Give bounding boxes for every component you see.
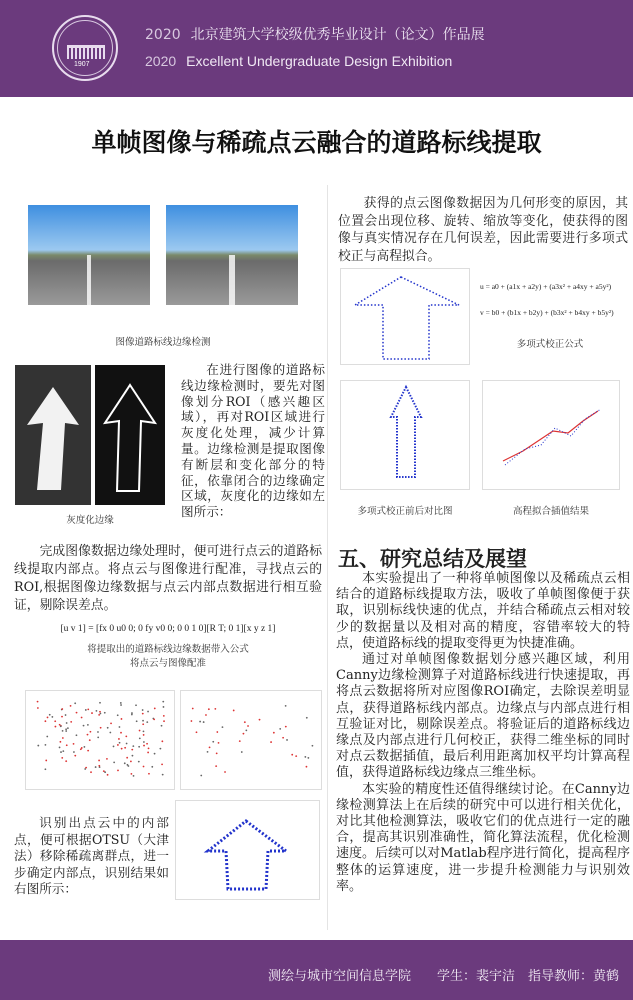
point [59, 724, 61, 726]
point [103, 770, 105, 772]
point [146, 743, 148, 745]
point [65, 728, 67, 730]
point [142, 709, 144, 711]
summary-block [336, 571, 630, 895]
point [147, 711, 149, 713]
page-title: 单帧图像与稀疏点云融合的道路标线提取 [91, 128, 542, 157]
point [59, 747, 61, 749]
gray-arrow-image [15, 365, 91, 505]
point [139, 730, 141, 732]
header-line2: 2020 Excellent Undergraduate Design Exhibition [145, 53, 453, 69]
point [90, 731, 92, 733]
point [87, 724, 89, 726]
point [120, 732, 122, 734]
point [143, 766, 145, 768]
point [74, 755, 76, 757]
point [119, 742, 121, 744]
pointcloud-plot-before [25, 690, 175, 790]
point [66, 744, 68, 746]
point [130, 773, 132, 775]
point [107, 774, 109, 776]
point [154, 708, 156, 710]
point [162, 701, 164, 703]
point [148, 747, 150, 749]
point [306, 766, 308, 768]
point [73, 751, 75, 753]
point [65, 730, 67, 732]
column-divider [327, 185, 328, 930]
point [61, 708, 63, 710]
point [151, 766, 153, 768]
point [37, 701, 39, 703]
point [126, 743, 128, 745]
point [85, 709, 87, 711]
point [307, 757, 309, 759]
point [61, 757, 63, 759]
point [83, 746, 85, 748]
point [46, 736, 48, 738]
caption-road: 图像道路标线边缘检测 [115, 337, 211, 348]
university-logo [52, 15, 118, 81]
point [222, 726, 224, 728]
point [117, 770, 119, 772]
logo-year: 1907 [74, 61, 90, 68]
point [61, 716, 63, 718]
paragraph-otsu: 识别出点云中的内部点，便可根据OTSU（大津法）移除稀疏离群点，进一步确定内部点，识别结果如右图所示： [14, 815, 169, 896]
point [100, 713, 102, 715]
point [70, 705, 72, 707]
point [127, 764, 129, 766]
formula-u: u = a0 + (a1x + a2y) + (a3x² + a4xy + a5y²) [480, 282, 612, 291]
point [163, 720, 165, 722]
point [304, 756, 306, 758]
road-image-edge [166, 205, 298, 305]
point [98, 714, 100, 716]
point [192, 708, 194, 710]
point [138, 746, 140, 748]
point [218, 742, 220, 744]
point [161, 763, 163, 765]
point [62, 730, 64, 732]
point [209, 747, 211, 749]
point [60, 751, 62, 753]
edge-arrow-image [95, 365, 165, 505]
point [138, 761, 140, 763]
road-image-original [28, 205, 150, 305]
point [76, 712, 78, 714]
point [118, 738, 120, 740]
point [143, 741, 145, 743]
point [87, 734, 89, 736]
point [273, 732, 275, 734]
pointcloud-plot-sparse [180, 690, 322, 790]
point [51, 716, 53, 718]
point [215, 765, 217, 767]
polynomial-plot [340, 268, 470, 365]
point [106, 758, 108, 760]
point [44, 720, 46, 722]
point [214, 708, 216, 710]
point [132, 755, 134, 757]
point [100, 727, 102, 729]
point [110, 722, 112, 724]
point [270, 741, 272, 743]
point [295, 755, 297, 757]
elevation-plot [482, 380, 620, 490]
point [142, 723, 144, 725]
point [136, 720, 138, 722]
point [312, 745, 314, 747]
point [121, 718, 123, 720]
point [259, 719, 261, 721]
point [243, 733, 245, 735]
point [124, 747, 126, 749]
point [97, 731, 99, 733]
point [37, 707, 39, 709]
caption-compare: 多项式校正前后对比图 [357, 506, 453, 517]
point [245, 729, 247, 731]
point [59, 741, 61, 743]
point [49, 714, 51, 716]
point [90, 771, 92, 773]
paragraph-edge-detection: 在进行图像的道路标线边缘检测时，要先对图像划分ROI（感兴趣区域），再对ROI区域进行灰度化处理，减少计算量。边缘检测是提取图像有断层和变化部分的特征，依靠闭合的边缘确定区域，灰度化的边缘如左图所示： [181, 362, 325, 520]
point [97, 736, 99, 738]
point [148, 773, 150, 775]
point [162, 774, 164, 776]
point [286, 739, 288, 741]
point [239, 740, 241, 742]
point [113, 762, 115, 764]
point [142, 720, 144, 722]
inner-points-plot [175, 800, 320, 900]
point [203, 721, 205, 723]
point [291, 754, 293, 756]
point [99, 711, 101, 713]
point [212, 741, 214, 743]
point [67, 727, 69, 729]
point [200, 775, 202, 777]
point [143, 745, 145, 747]
point [132, 745, 134, 747]
point [233, 710, 235, 712]
point [161, 740, 163, 742]
point [44, 768, 46, 770]
point [279, 728, 281, 730]
point [99, 702, 101, 704]
point [282, 737, 284, 739]
point [131, 749, 133, 751]
point [76, 734, 78, 736]
formula-v: v = b0 + (b1x + b2y) + (b3x² + b4xy + b5y²) [480, 308, 614, 317]
point [216, 753, 218, 755]
point [205, 714, 207, 716]
point [81, 717, 83, 719]
point [216, 731, 218, 733]
point [285, 705, 287, 707]
point [208, 708, 210, 710]
point [207, 751, 209, 753]
point [85, 767, 87, 769]
point [62, 750, 64, 752]
caption-polynomial: 多项式校正公式 [516, 339, 584, 350]
projection-formula: [u v 1] = [fx 0 u0 0; 0 fy v0 0; 0 0 1 0][R T; 0 1][x y z 1] [60, 624, 276, 634]
point [120, 704, 122, 706]
paragraph-correction: 获得的点云图像数据因为几何形变的原因，其位置会出现位移、旋转、缩放等变化，使获得的图像与真实情况存在几何误差，因此需要进行多项式校正与高程拟合。 [338, 196, 628, 264]
point [65, 714, 67, 716]
point [143, 734, 145, 736]
point [191, 720, 193, 722]
point [121, 748, 123, 750]
paragraph-summary-1: 本实验提出了一种将单帧图像以及稀疏点云相结合的道路标线提取方法，吸收了单帧图像便于获取，识别标线快速的优点，并结合稀疏点云相对较少的数据量以及相对高的精度，容错率较大的特点，使道路标线的提取变得更为快捷准确。 [336, 571, 630, 651]
caption-formula-1: 将提取出的道路标线边缘数据带入公式 [87, 644, 249, 655]
point [95, 766, 97, 768]
point [146, 721, 148, 723]
point [163, 706, 165, 708]
section-heading: 五、研究总结及展望 [338, 547, 527, 571]
point [143, 730, 145, 732]
point [163, 715, 165, 717]
point [87, 708, 89, 710]
point [159, 748, 161, 750]
point [70, 721, 72, 723]
point [113, 746, 115, 748]
point [60, 725, 62, 727]
point [47, 717, 49, 719]
point [65, 760, 67, 762]
point [244, 721, 246, 723]
point [117, 744, 119, 746]
point [89, 739, 91, 741]
point [139, 737, 141, 739]
point [130, 761, 132, 763]
point [241, 751, 243, 753]
paragraph-summary-2: 通过对单帧图像数据划分感兴趣区域，利用Canny边缘检测算子对道路标线进行快速提取，再将点云数据将所对应图像ROI确定，去除误差明显点，获得道路标线内部点。边缘点与内部点进行相互验证对比，剔除误差点。将验证后的道路标线边缘点及内部点进行几何校正，获得二维坐标的同时对点云数据插值，最后利用距离加权平均计算高程值，获得道路标线边缘点三维坐标。 [336, 652, 630, 781]
point [224, 771, 226, 773]
paragraph-summary-3: 本实验的精度性还值得继续讨论。在Canny边缘检测算法上在后续的研究中可以进行相关优化，对比其他检测算法，吸收它们的优点进行一定的融合，提高其识别准确性，简化算法流程，优化检测速度。后续可以对Matlab程序进行简化，提高程序整体的运算速度，进一步提升检测能力与识别效率。 [336, 781, 630, 894]
point [98, 765, 100, 767]
point [109, 732, 111, 734]
point [285, 726, 287, 728]
point [104, 712, 106, 714]
point [199, 721, 201, 723]
point [153, 718, 155, 720]
caption-gray: 灰度化边缘 [66, 515, 114, 526]
point [62, 737, 64, 739]
point [119, 726, 121, 728]
point [147, 752, 149, 754]
point [142, 713, 144, 715]
point [154, 753, 156, 755]
point [306, 717, 308, 719]
point [87, 750, 89, 752]
point [126, 757, 128, 759]
point [74, 702, 76, 704]
point [196, 731, 198, 733]
point [131, 712, 133, 714]
paragraph-registration: 完成图像数据边缘处理时，便可进行点云的道路标线提取内部点。将点云与图像进行配准，寻找点云的ROI,根据图像边缘数据与点云内部点数据进行相互验证，剔除误差点。 [14, 544, 322, 613]
point [135, 704, 137, 706]
point [247, 725, 249, 727]
footer-credits: 测绘与城市空间信息学院 学生：裴宇洁 指导教师：黄鹤 [267, 969, 619, 984]
point [120, 702, 122, 704]
point [45, 760, 47, 762]
point [83, 725, 85, 727]
point [91, 712, 93, 714]
point [81, 747, 83, 749]
point [37, 745, 39, 747]
point [133, 775, 135, 777]
point [124, 762, 126, 764]
registration-block [14, 543, 322, 669]
header-line1: 2020 北京建筑大学校级优秀毕业设计（论文）作品展 [145, 27, 485, 43]
point [73, 743, 75, 745]
point [45, 744, 47, 746]
point [125, 735, 127, 737]
point [54, 720, 56, 722]
point [55, 726, 57, 728]
caption-formula-2: 将点云与图像配准 [129, 658, 206, 669]
caption-elevation: 高程拟合插值结果 [512, 506, 589, 517]
logo-building [67, 45, 105, 59]
point [117, 714, 119, 716]
point [96, 710, 98, 712]
point [66, 722, 68, 724]
point [161, 725, 163, 727]
point [98, 760, 100, 762]
point [107, 727, 109, 729]
correction-compare-plot [340, 380, 470, 490]
